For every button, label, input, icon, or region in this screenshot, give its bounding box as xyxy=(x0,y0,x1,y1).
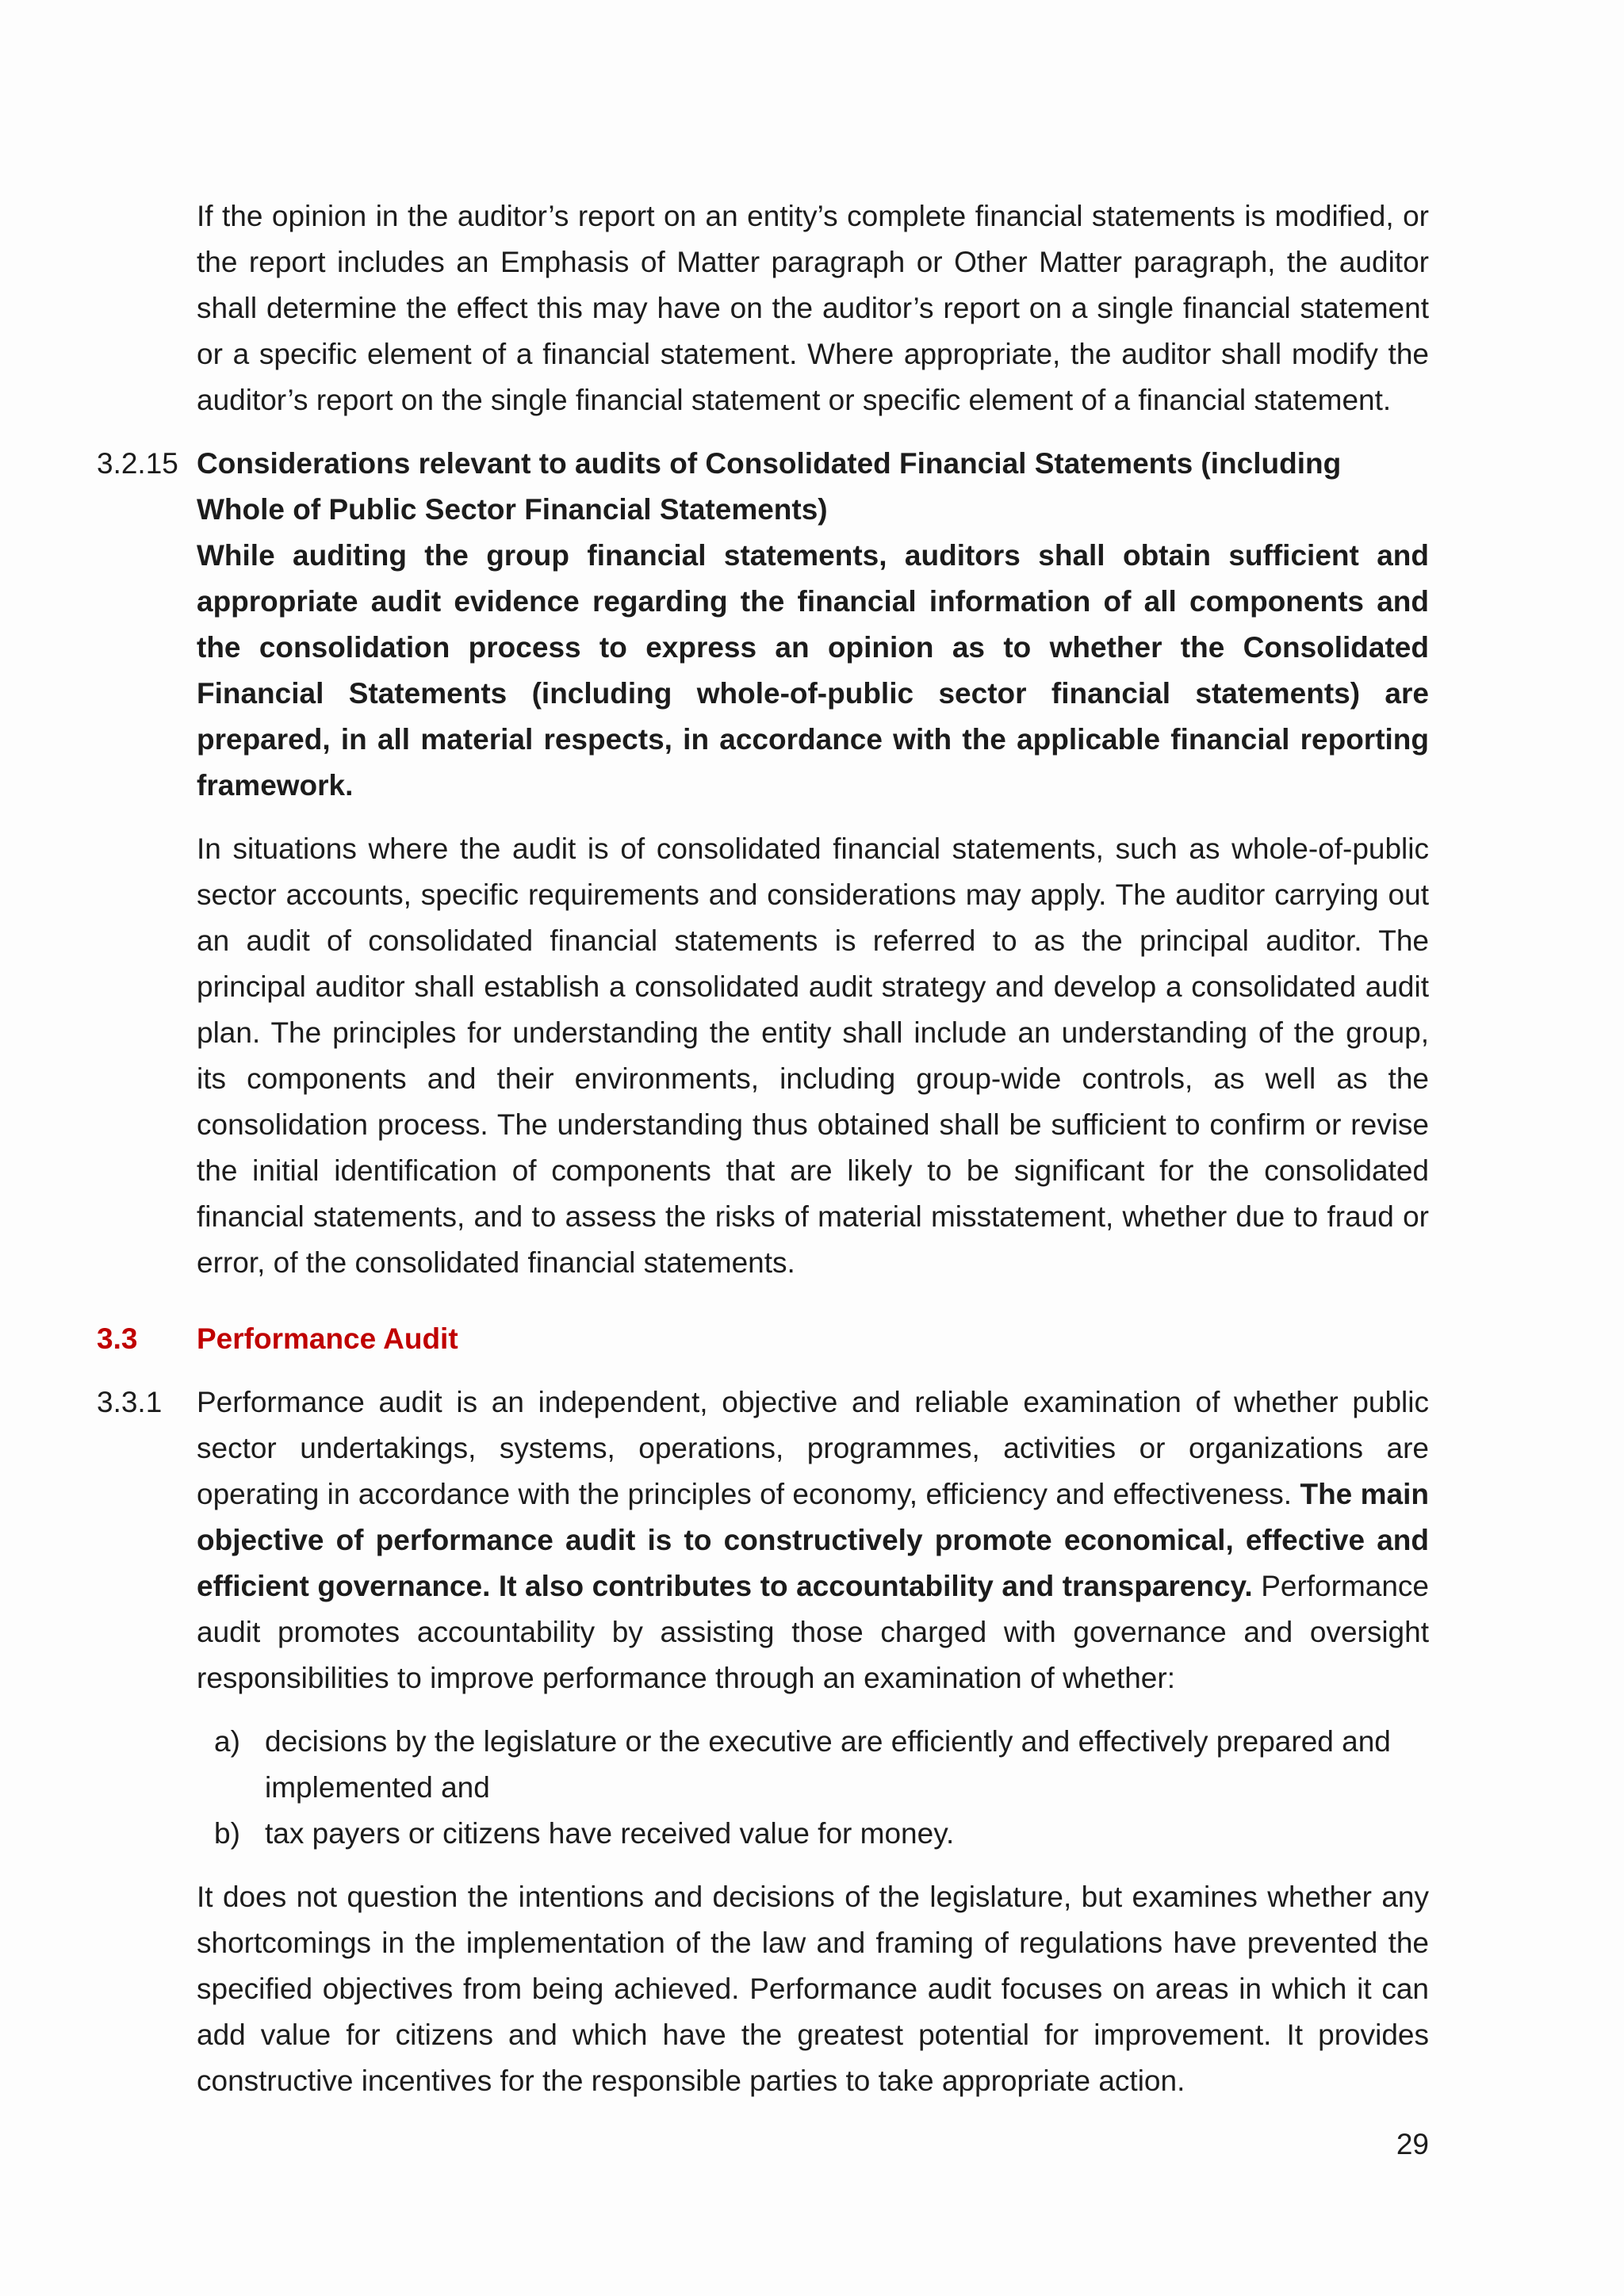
section-number: 3.3.1 xyxy=(97,1386,163,1418)
page-number: 29 xyxy=(1396,2128,1429,2160)
section-title: Performance Audit xyxy=(197,1322,458,1355)
section-3-2-15 xyxy=(97,441,1429,809)
list-item xyxy=(197,1811,1429,1857)
list-text: tax payers or citizens have received value for money. xyxy=(265,1817,955,1850)
section-guidance: In situations where the audit is of consolidated financial statements, such as whole-of-public sector accounts, specific requirements and considerations may apply. The auditor carrying out an audit of consolidated financial statements is referred to as the principal auditor. The principal auditor shall establish a consolidated audit strategy and develop a consolidated audit plan. The principles for understanding the entity shall include an understanding of the group, its components and their environments, including group-wide controls, as well as the consolidation process. The understanding thus obtained shall be sufficient to confirm or revise the initial identification of components that are likely to be significant for the consolidated financial statements, and to assess the risks of material misstatement, whether due to fraud or error, of the consolidated financial statements. xyxy=(197,832,1429,1279)
section-title: Considerations relevant to audits of Consolidated Financial Statements (including Whole of Public Sector Financial Statements) xyxy=(197,447,1342,526)
criteria-list xyxy=(197,1719,1429,1857)
list-text: decisions by the legislature or the executive are efficiently and effectively prepared and implemented and xyxy=(265,1725,1391,1804)
paragraph-bold-text: The main objective of performance audit is to constructively promote economical, effective and efficient governance. It also contributes to accountability and transparency. xyxy=(197,1478,1430,1602)
section-number: 3.3 xyxy=(97,1322,138,1355)
section-3-3-1 xyxy=(97,1380,1429,1701)
closing-paragraph: It does not question the intentions and decisions of the legislature, but examines whether any shortcomings in the implementation of the law and framing of regulations have prevented the specified objectives from being achieved. Performance audit focuses on areas in which it can add value for citizens and which have the greatest potential for improvement. It provides constructive incentives for the responsible parties to take appropriate action. xyxy=(197,1881,1429,2097)
intro-paragraph: If the opinion in the auditor’s report on an entity’s complete financial statements is modified, or the report includes an Emphasis of Matter paragraph or Other Matter paragraph, the auditor shall determine the effect this may have on the auditor’s report on a single financial statement or a specific element of a financial statement. Where appropriate, the auditor shall modify the auditor’s report on the single financial statement or specific element of a financial statement. xyxy=(197,200,1429,416)
section-3-3-heading xyxy=(97,1316,1429,1362)
section-number: 3.2.15 xyxy=(97,447,178,480)
page-content xyxy=(97,193,1429,2104)
paragraph-text: Performance audit is an independent, objective and reliable examination of whether public sector undertakings, systems, operations, programmes, activities or organizations are operating in accordance with the principles of economy, efficiency and effectiveness. xyxy=(197,1386,1429,1510)
paragraph-text-continued: Performance audit promotes accountability by assisting those charged with governance and oversight responsibilities to improve performance through an examination of whether: xyxy=(197,1570,1430,1694)
list-item xyxy=(197,1719,1429,1811)
section-requirement: While auditing the group financial statements, auditors shall obtain sufficient and appropriate audit evidence regarding the financial information of all components and the consolidation process to express an opinion as to whether the Consolidated Financial Statements (including whole-of-public sector financial statements) are prepared, in all material respects, in accordance with the applicable financial reporting framework. xyxy=(197,539,1429,802)
list-marker: b) xyxy=(214,1817,240,1850)
section-paragraph xyxy=(197,1380,1429,1701)
list-marker: a) xyxy=(214,1725,240,1758)
